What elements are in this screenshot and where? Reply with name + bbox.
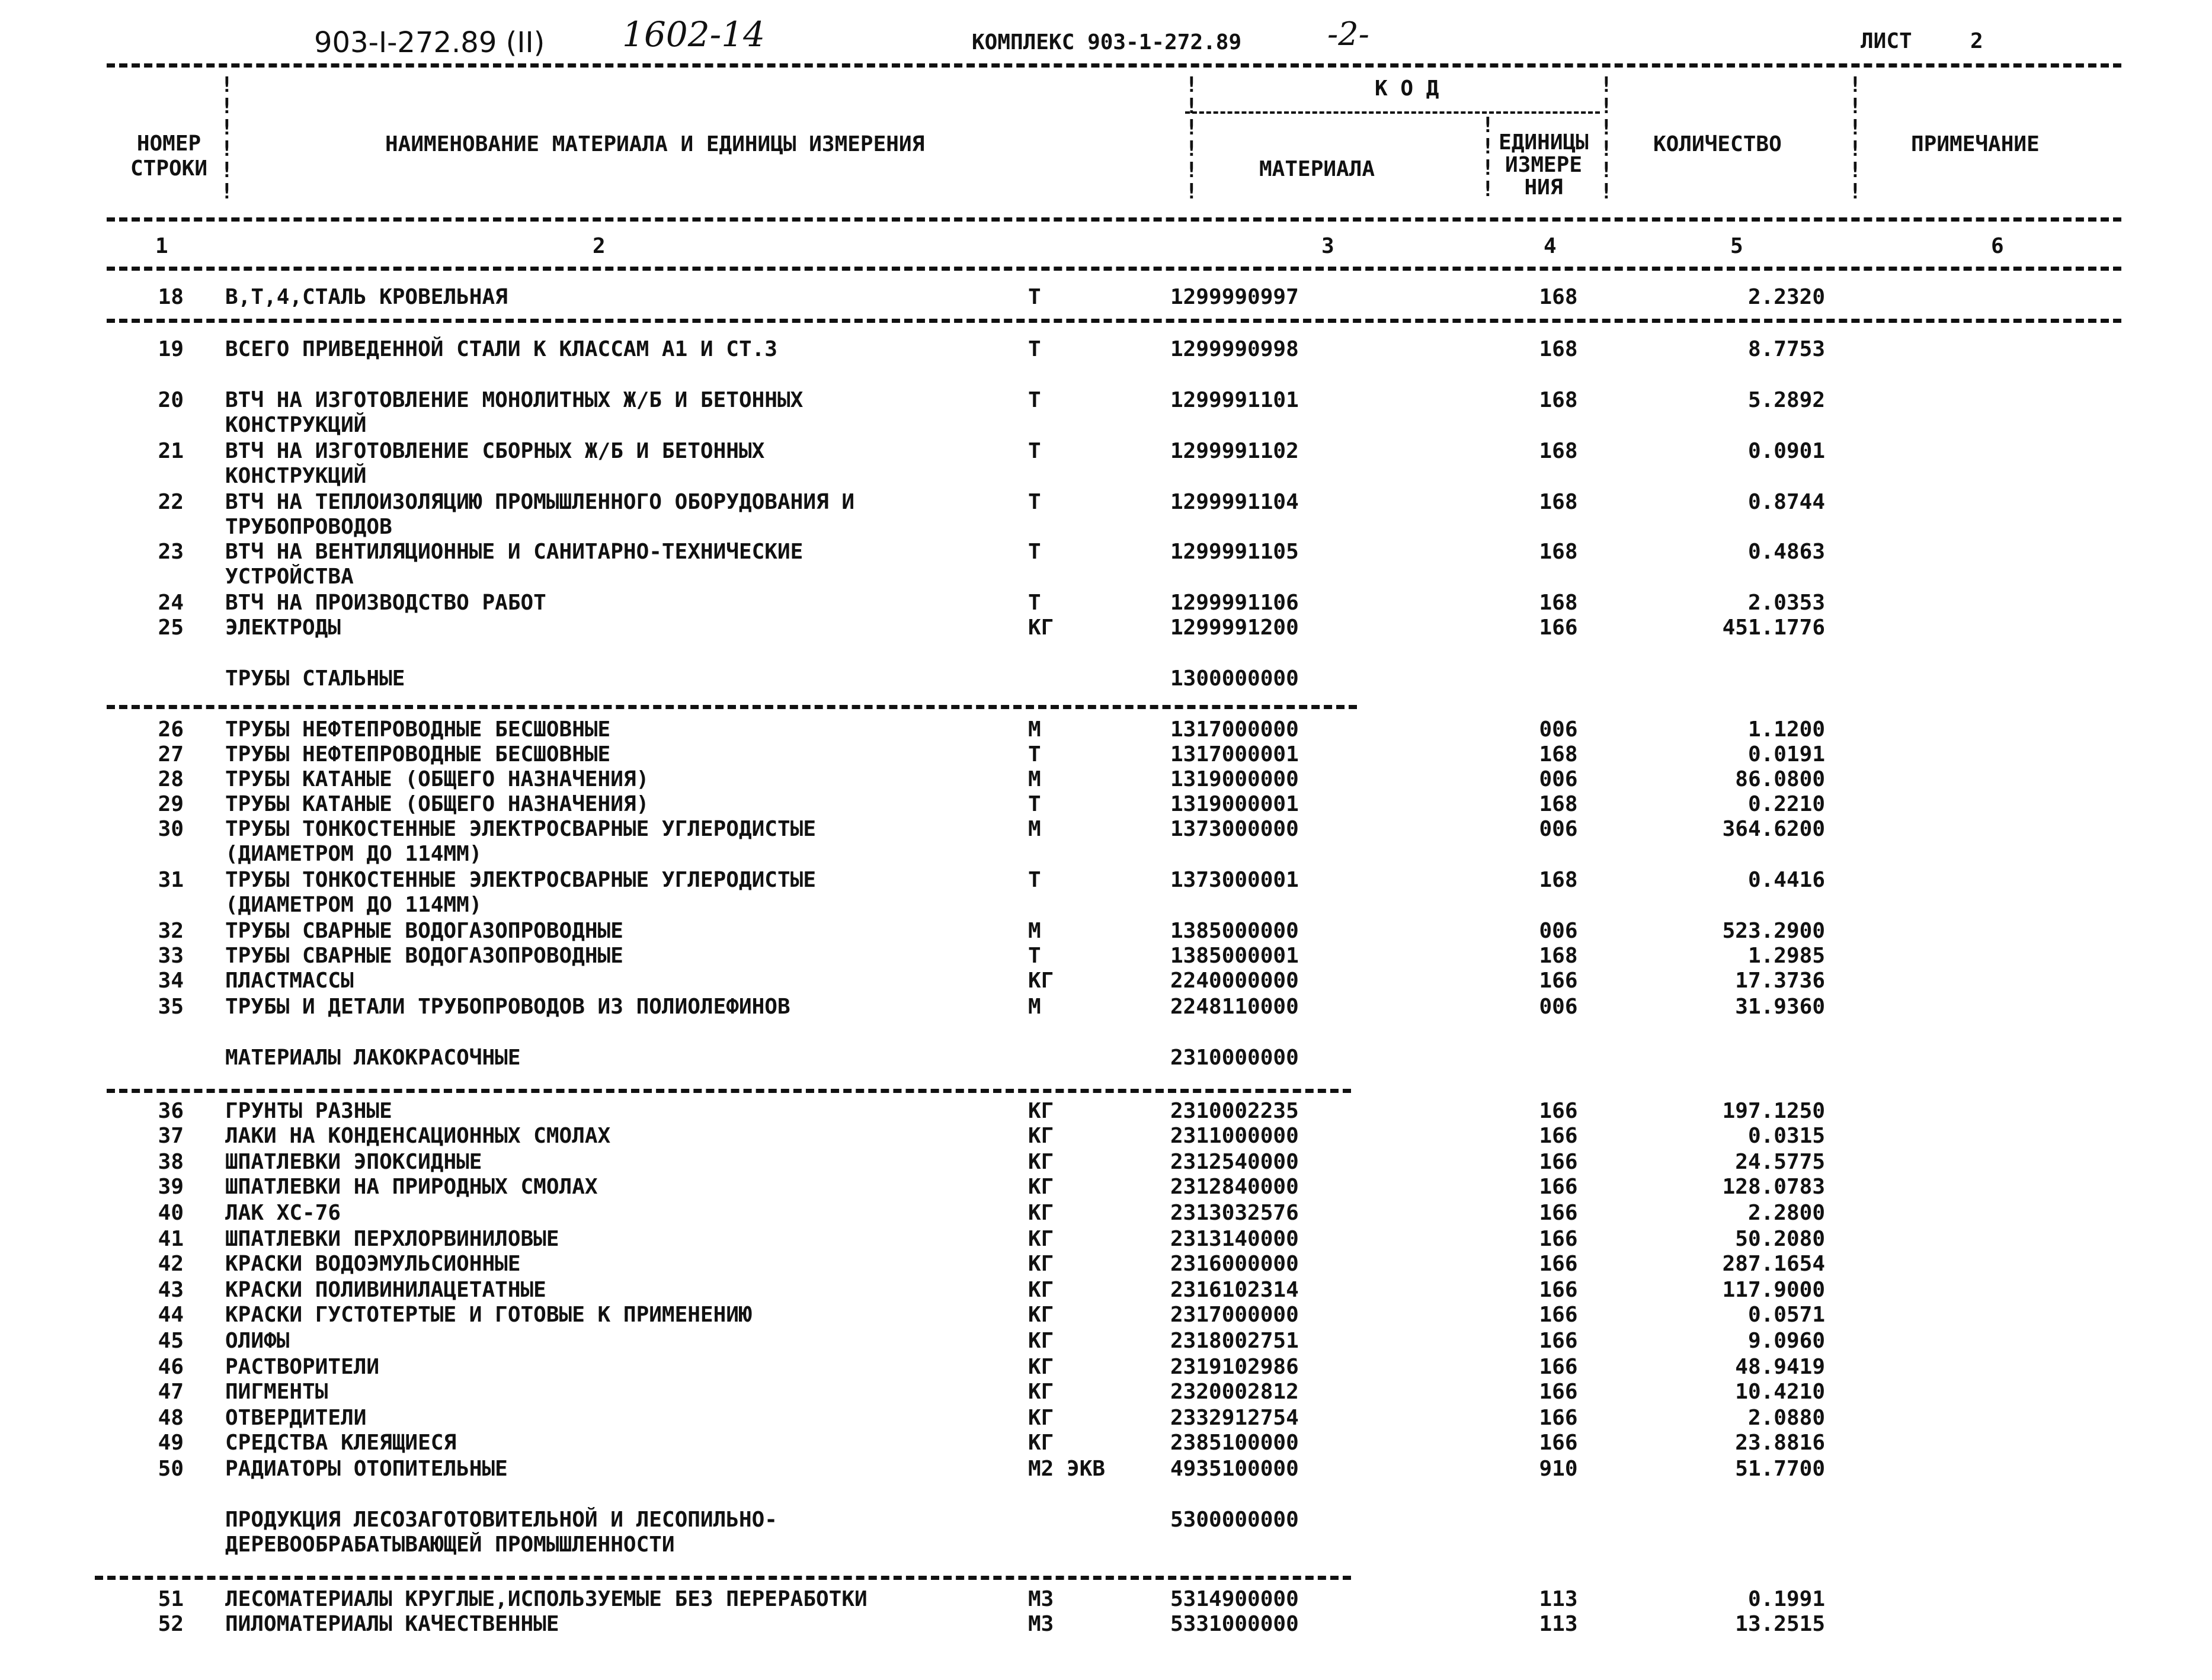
unit-code: 166 — [1539, 1252, 1578, 1276]
column-numbers-rule — [107, 267, 2121, 271]
material-code: 2311000000 — [1170, 1124, 1299, 1148]
material-code: 2248110000 — [1170, 995, 1299, 1019]
material-name: ПРОДУКЦИЯ ЛЕСОЗАГОТОВИТЕЛЬНОЙ И ЛЕСОПИЛЬНО- — [225, 1508, 777, 1532]
row-number: 20 — [158, 388, 184, 412]
material-name: ВТЧ НА ТЕПЛОИЗОЛЯЦИЮ ПРОМЫШЛЕННОГО ОБОРУДОВАНИЯ И — [225, 490, 855, 514]
quantity: 0.1991 — [1747, 1587, 1825, 1611]
quantity: 23.8816 — [1735, 1431, 1825, 1455]
quantity: 128.0783 — [1722, 1175, 1825, 1199]
unit-name: Т — [1028, 868, 1041, 892]
unit-code: 166 — [1539, 1124, 1578, 1148]
material-name: СРЕДСТВА КЛЕЯЩИЕСЯ — [225, 1431, 457, 1455]
material-code: 5300000000 — [1170, 1508, 1299, 1532]
unit-name: КГ — [1028, 1150, 1054, 1174]
colnum-6: 6 — [1991, 234, 2004, 258]
row-number: 22 — [158, 490, 184, 514]
material-name: ТРУБЫ СТАЛЬНЫЕ — [225, 666, 405, 691]
material-name: ВТЧ НА ПРОИЗВОДСТВО РАБОТ — [225, 591, 546, 615]
material-name: ШПАТЛЕВКИ ЭПОКСИДНЫЕ — [225, 1150, 482, 1174]
complex-label: КОМПЛЕКС 903-1-272.89 — [972, 30, 1242, 54]
row-number: 39 — [158, 1175, 184, 1199]
row-number: 25 — [158, 615, 184, 640]
colnum-3: 3 — [1321, 234, 1334, 258]
row-number: 45 — [158, 1329, 184, 1353]
row-number: 52 — [158, 1612, 184, 1636]
row-number: 48 — [158, 1406, 184, 1430]
unit-name: М — [1028, 767, 1041, 791]
row-number: 49 — [158, 1431, 184, 1455]
material-name: ШПАТЛЕВКИ ПЕРХЛОРВИНИЛОВЫЕ — [225, 1227, 559, 1251]
quantity: 2.2320 — [1747, 285, 1825, 309]
material-name: ТРУБЫ СВАРНЫЕ ВОДОГАЗОПРОВОДНЫЕ — [225, 944, 623, 968]
quantity: 0.4863 — [1747, 540, 1825, 564]
row-number: 28 — [158, 767, 184, 791]
unit-name: КГ — [1028, 1252, 1054, 1276]
header-unit-line1: ЕДИНИЦЫ — [1499, 130, 1589, 155]
row-number: 37 — [158, 1124, 184, 1148]
colnum-2: 2 — [593, 234, 606, 258]
quantity: 0.4416 — [1747, 868, 1825, 892]
unit-code: 166 — [1539, 1150, 1578, 1174]
quantity: 86.0800 — [1735, 767, 1825, 791]
material-name: ЛАКИ НА КОНДЕНСАЦИОННЫХ СМОЛАХ — [225, 1124, 611, 1148]
material-name: ОТВЕРДИТЕЛИ — [225, 1406, 367, 1430]
quantity: 2.0880 — [1747, 1406, 1825, 1430]
header-row-number-line1: НОМЕР — [136, 132, 201, 156]
quantity: 0.0191 — [1747, 742, 1825, 767]
material-code: 1299991102 — [1170, 439, 1299, 463]
header-unit-line2: ИЗМЕРЕ — [1504, 153, 1583, 177]
unit-code: 166 — [1539, 1355, 1578, 1379]
material-name: ВТЧ НА ВЕНТИЛЯЦИОННЫЕ И САНИТАРНО-ТЕХНИЧЕСКИЕ — [225, 540, 804, 564]
quantity: 1.1200 — [1747, 717, 1825, 742]
sheet-label: ЛИСТ — [1861, 29, 1912, 53]
unit-code: 168 — [1539, 540, 1578, 564]
material-name: ВТЧ НА ИЗГОТОВЛЕНИЕ МОНОЛИТНЫХ Ж/Б И БЕТОННЫХ — [225, 388, 804, 412]
unit-name: М2 ЭКВ — [1028, 1457, 1106, 1481]
unit-name: КГ — [1028, 1278, 1054, 1302]
unit-name: М — [1028, 717, 1041, 742]
unit-name: КГ — [1028, 1099, 1054, 1123]
material-name: ОЛИФЫ — [225, 1329, 290, 1353]
unit-code: 166 — [1539, 969, 1578, 993]
unit-code: 168 — [1539, 944, 1578, 968]
row-number: 19 — [158, 337, 184, 361]
row-number: 31 — [158, 868, 184, 892]
unit-code: 168 — [1539, 285, 1578, 309]
material-name: ЛЕСОМАТЕРИАЛЫ КРУГЛЫЕ,ИСПОЛЬЗУЕМЫЕ БЕЗ ПЕРЕРАБОТКИ — [225, 1587, 867, 1611]
material-code: 2313032576 — [1170, 1201, 1299, 1225]
header-row-number — [119, 132, 219, 181]
unit-name: М — [1028, 817, 1041, 841]
unit-name: КГ — [1028, 1124, 1054, 1148]
material-name: ВСЕГО ПРИВЕДЕННОЙ СТАЛИ К КЛАССАМ А1 И СТ.3 — [225, 337, 777, 361]
material-code: 2240000000 — [1170, 969, 1299, 993]
quantity: 0.0315 — [1747, 1124, 1825, 1148]
header-row-number-line2: СТРОКИ — [130, 156, 208, 181]
quantity: 451.1776 — [1722, 615, 1825, 640]
header-bottom-rule — [107, 217, 2121, 222]
material-code: 2316102314 — [1170, 1278, 1299, 1302]
material-code: 2318002751 — [1170, 1329, 1299, 1353]
material-name: ТРУБЫ СВАРНЫЕ ВОДОГАЗОПРОВОДНЫЕ — [225, 919, 623, 943]
material-name: ГРУНТЫ РАЗНЫЕ — [225, 1099, 392, 1123]
section-rule-19 — [107, 319, 2121, 323]
row-number: 41 — [158, 1227, 184, 1251]
unit-code: 166 — [1539, 1099, 1578, 1123]
unit-name: Т — [1028, 591, 1041, 615]
unit-name: М — [1028, 919, 1041, 943]
code-subheader-rule — [1185, 111, 1600, 114]
unit-code: 166 — [1539, 1278, 1578, 1302]
material-name-continued: (ДИАМЕТРОМ ДО 114ММ) — [225, 893, 482, 917]
unit-code: 166 — [1539, 1201, 1578, 1225]
material-name: ТРУБЫ НЕФТЕПРОВОДНЫЕ БЕСШОВНЫЕ — [225, 717, 611, 742]
unit-code: 166 — [1539, 615, 1578, 640]
material-name: ТРУБЫ И ДЕТАЛИ ТРУБОПРОВОДОВ ИЗ ПОЛИОЛЕФИНОВ — [225, 995, 790, 1019]
row-number: 30 — [158, 817, 184, 841]
unit-code: 168 — [1539, 439, 1578, 463]
unit-name: КГ — [1028, 1303, 1054, 1327]
unit-name: КГ — [1028, 1355, 1054, 1379]
row-number: 44 — [158, 1303, 184, 1327]
unit-code: 166 — [1539, 1431, 1578, 1455]
unit-code: 113 — [1539, 1612, 1578, 1636]
quantity: 10.4210 — [1735, 1380, 1825, 1404]
material-code: 1385000001 — [1170, 944, 1299, 968]
material-code: 2385100000 — [1170, 1431, 1299, 1455]
material-code: 1300000000 — [1170, 666, 1299, 691]
quantity: 0.0571 — [1747, 1303, 1825, 1327]
section-rule-pipes — [107, 705, 1357, 709]
unit-name: Т — [1028, 490, 1041, 514]
material-name-continued: (ДИАМЕТРОМ ДО 114ММ) — [225, 842, 482, 866]
header-unit-line3: НИЯ — [1524, 175, 1563, 200]
row-number: 21 — [158, 439, 184, 463]
material-code: 5331000000 — [1170, 1612, 1299, 1636]
unit-name: Т — [1028, 742, 1041, 767]
row-number: 50 — [158, 1457, 184, 1481]
sheet-number: 2 — [1970, 29, 1983, 53]
unit-name: КГ — [1028, 969, 1054, 993]
material-name: РАДИАТОРЫ ОТОПИТЕЛЬНЫЕ — [225, 1457, 508, 1481]
unit-code: 166 — [1539, 1175, 1578, 1199]
unit-name: Т — [1028, 792, 1041, 816]
material-name-continued: КОНСТРУКЦИЙ — [225, 464, 367, 488]
header-material-code: МАТЕРИАЛА — [1259, 157, 1375, 181]
row-number: 26 — [158, 717, 184, 742]
material-code: 1319000000 — [1170, 767, 1299, 791]
quantity: 31.9360 — [1735, 995, 1825, 1019]
section-rule-paints — [107, 1089, 1351, 1093]
unit-code: 006 — [1539, 995, 1578, 1019]
material-code: 4935100000 — [1170, 1457, 1299, 1481]
row-number: 32 — [158, 919, 184, 943]
material-name: ПЛАСТМАССЫ — [225, 969, 354, 993]
row-number: 33 — [158, 944, 184, 968]
quantity: 117.9000 — [1722, 1278, 1825, 1302]
unit-code: 168 — [1539, 591, 1578, 615]
row-number: 18 — [158, 285, 184, 309]
unit-name: М — [1028, 995, 1041, 1019]
quantity: 51.7700 — [1735, 1457, 1825, 1481]
material-name: РАСТВОРИТЕЛИ — [225, 1355, 380, 1379]
header-code: К О Д — [1375, 76, 1439, 101]
material-code: 1299991105 — [1170, 540, 1299, 564]
colnum-4: 4 — [1544, 234, 1557, 258]
material-code: 1299991106 — [1170, 591, 1299, 615]
row-number: 40 — [158, 1201, 184, 1225]
unit-name: КГ — [1028, 1201, 1054, 1225]
quantity: 2.0353 — [1747, 591, 1825, 615]
quantity: 13.2515 — [1735, 1612, 1825, 1636]
unit-name: КГ — [1028, 1431, 1054, 1455]
row-number: 38 — [158, 1150, 184, 1174]
unit-name: КГ — [1028, 1227, 1054, 1251]
row-number: 35 — [158, 995, 184, 1019]
unit-code: 166 — [1539, 1227, 1578, 1251]
material-name: ЭЛЕКТРОДЫ — [225, 615, 341, 640]
unit-name: М3 — [1028, 1612, 1054, 1636]
unit-code: 168 — [1539, 868, 1578, 892]
material-code: 2310000000 — [1170, 1046, 1299, 1070]
quantity: 50.2080 — [1735, 1227, 1825, 1251]
material-name: КРАСКИ ГУСТОТЕРТЫЕ И ГОТОВЫЕ К ПРИМЕНЕНИЮ — [225, 1303, 752, 1327]
quantity: 287.1654 — [1722, 1252, 1825, 1276]
material-code: 2310002235 — [1170, 1099, 1299, 1123]
material-code: 2312840000 — [1170, 1175, 1299, 1199]
unit-name: Т — [1028, 540, 1041, 564]
handwritten-number: 1602-14 — [622, 14, 766, 54]
row-number: 36 — [158, 1099, 184, 1123]
quantity: 24.5775 — [1735, 1150, 1825, 1174]
material-code: 1373000000 — [1170, 817, 1299, 841]
unit-code: 910 — [1539, 1457, 1578, 1481]
unit-code: 168 — [1539, 337, 1578, 361]
material-name: ТРУБЫ КАТАНЫЕ (ОБЩЕГО НАЗНАЧЕНИЯ) — [225, 767, 649, 791]
unit-name: КГ — [1028, 615, 1054, 640]
material-name: ВТЧ НА ИЗГОТОВЛЕНИЕ СБОРНЫХ Ж/Б И БЕТОННЫХ — [225, 439, 765, 463]
material-code: 2319102986 — [1170, 1355, 1299, 1379]
material-code: 1373000001 — [1170, 868, 1299, 892]
quantity: 0.0901 — [1747, 439, 1825, 463]
material-code: 1319000001 — [1170, 792, 1299, 816]
unit-name: КГ — [1028, 1406, 1054, 1430]
row-number: 42 — [158, 1252, 184, 1276]
quantity: 9.0960 — [1747, 1329, 1825, 1353]
quantity: 5.2892 — [1747, 388, 1825, 412]
material-code: 2317000000 — [1170, 1303, 1299, 1327]
material-name: ПИГМЕНТЫ — [225, 1380, 328, 1404]
unit-code: 168 — [1539, 490, 1578, 514]
quantity: 8.7753 — [1747, 337, 1825, 361]
unit-code: 006 — [1539, 919, 1578, 943]
unit-code: 166 — [1539, 1406, 1578, 1430]
colnum-5: 5 — [1730, 234, 1743, 258]
material-code: 2316000000 — [1170, 1252, 1299, 1276]
material-name: ПИЛОМАТЕРИАЛЫ КАЧЕСТВЕННЫЕ — [225, 1612, 559, 1636]
unit-code: 006 — [1539, 817, 1578, 841]
header-top-rule — [107, 63, 2121, 68]
colnum-1: 1 — [155, 234, 168, 258]
quantity: 0.8744 — [1747, 490, 1825, 514]
quantity: 0.2210 — [1747, 792, 1825, 816]
material-name-continued: УСТРОЙСТВА — [225, 565, 354, 589]
unit-code: 006 — [1539, 717, 1578, 742]
unit-name: Т — [1028, 285, 1041, 309]
material-code: 1299990997 — [1170, 285, 1299, 309]
unit-name: Т — [1028, 337, 1041, 361]
unit-code: 113 — [1539, 1587, 1578, 1611]
unit-name: Т — [1028, 439, 1041, 463]
row-number: 46 — [158, 1355, 184, 1379]
page-marker: -2- — [1327, 15, 1369, 53]
material-code: 2332912754 — [1170, 1406, 1299, 1430]
row-number: 27 — [158, 742, 184, 767]
quantity: 523.2900 — [1722, 919, 1825, 943]
material-name: ТРУБЫ ТОНКОСТЕННЫЕ ЭЛЕКТРОСВАРНЫЕ УГЛЕРОДИСТЫЕ — [225, 817, 816, 841]
unit-name: М3 — [1028, 1587, 1054, 1611]
row-number: 43 — [158, 1278, 184, 1302]
header-unit-code — [1493, 132, 1594, 199]
material-code: 1299990998 — [1170, 337, 1299, 361]
unit-code: 168 — [1539, 388, 1578, 412]
material-name-continued: ДЕРЕВООБРАБАТЫВАЮЩЕЙ ПРОМЫШЛЕННОСТИ — [225, 1532, 675, 1557]
quantity: 364.6200 — [1722, 817, 1825, 841]
header-material-name: НАИМЕНОВАНИЕ МАТЕРИАЛА И ЕДИНИЦЫ ИЗМЕРЕНИЯ — [385, 132, 925, 156]
material-name-continued: КОНСТРУКЦИЙ — [225, 413, 367, 437]
quantity: 48.9419 — [1735, 1355, 1825, 1379]
document-code: 903-I-272.89 (II) — [314, 26, 545, 59]
row-number: 51 — [158, 1587, 184, 1611]
header-quantity: КОЛИЧЕСТВО — [1653, 132, 1782, 156]
unit-name: Т — [1028, 388, 1041, 412]
header-note: ПРИМЕЧАНИЕ — [1911, 132, 2040, 156]
row-number: 29 — [158, 792, 184, 816]
unit-code: 168 — [1539, 742, 1578, 767]
material-code: 2313140000 — [1170, 1227, 1299, 1251]
material-code: 2320002812 — [1170, 1380, 1299, 1404]
material-code: 1299991200 — [1170, 615, 1299, 640]
row-number: 23 — [158, 540, 184, 564]
row-number: 24 — [158, 591, 184, 615]
material-code: 5314900000 — [1170, 1587, 1299, 1611]
unit-code: 166 — [1539, 1303, 1578, 1327]
material-name: КРАСКИ ПОЛИВИНИЛАЦЕТАТНЫЕ — [225, 1278, 546, 1302]
unit-name: Т — [1028, 944, 1041, 968]
material-code: 1299991101 — [1170, 388, 1299, 412]
material-name: ТРУБЫ ТОНКОСТЕННЫЕ ЭЛЕКТРОСВАРНЫЕ УГЛЕРОДИСТЫЕ — [225, 868, 816, 892]
row-number: 47 — [158, 1380, 184, 1404]
quantity: 2.2800 — [1747, 1201, 1825, 1225]
unit-name: КГ — [1028, 1380, 1054, 1404]
material-name: КРАСКИ ВОДОЭМУЛЬСИОННЫЕ — [225, 1252, 521, 1276]
material-name: МАТЕРИАЛЫ ЛАКОКРАСОЧНЫЕ — [225, 1046, 521, 1070]
quantity: 197.1250 — [1722, 1099, 1825, 1123]
material-name: ТРУБЫ НЕФТЕПРОВОДНЫЕ БЕСШОВНЫЕ — [225, 742, 611, 767]
material-name: ШПАТЛЕВКИ НА ПРИРОДНЫХ СМОЛАХ — [225, 1175, 598, 1199]
unit-code: 168 — [1539, 792, 1578, 816]
quantity: 1.2985 — [1747, 944, 1825, 968]
unit-code: 166 — [1539, 1329, 1578, 1353]
material-name-continued: ТРУБОПРОВОДОВ — [225, 515, 392, 539]
unit-code: 166 — [1539, 1380, 1578, 1404]
unit-name: КГ — [1028, 1175, 1054, 1199]
material-code: 1317000000 — [1170, 717, 1299, 742]
row-number: 34 — [158, 969, 184, 993]
material-name: В,Т,4,СТАЛЬ КРОВЕЛЬНАЯ — [225, 285, 508, 309]
unit-code: 006 — [1539, 767, 1578, 791]
material-name: ТРУБЫ КАТАНЫЕ (ОБЩЕГО НАЗНАЧЕНИЯ) — [225, 792, 649, 816]
unit-name: КГ — [1028, 1329, 1054, 1353]
section-rule-timber — [95, 1576, 1351, 1580]
material-name: ЛАК ХС-76 — [225, 1201, 341, 1225]
material-code: 1317000001 — [1170, 742, 1299, 767]
quantity: 17.3736 — [1735, 969, 1825, 993]
material-code: 1385000000 — [1170, 919, 1299, 943]
material-code: 1299991104 — [1170, 490, 1299, 514]
material-code: 2312540000 — [1170, 1150, 1299, 1174]
